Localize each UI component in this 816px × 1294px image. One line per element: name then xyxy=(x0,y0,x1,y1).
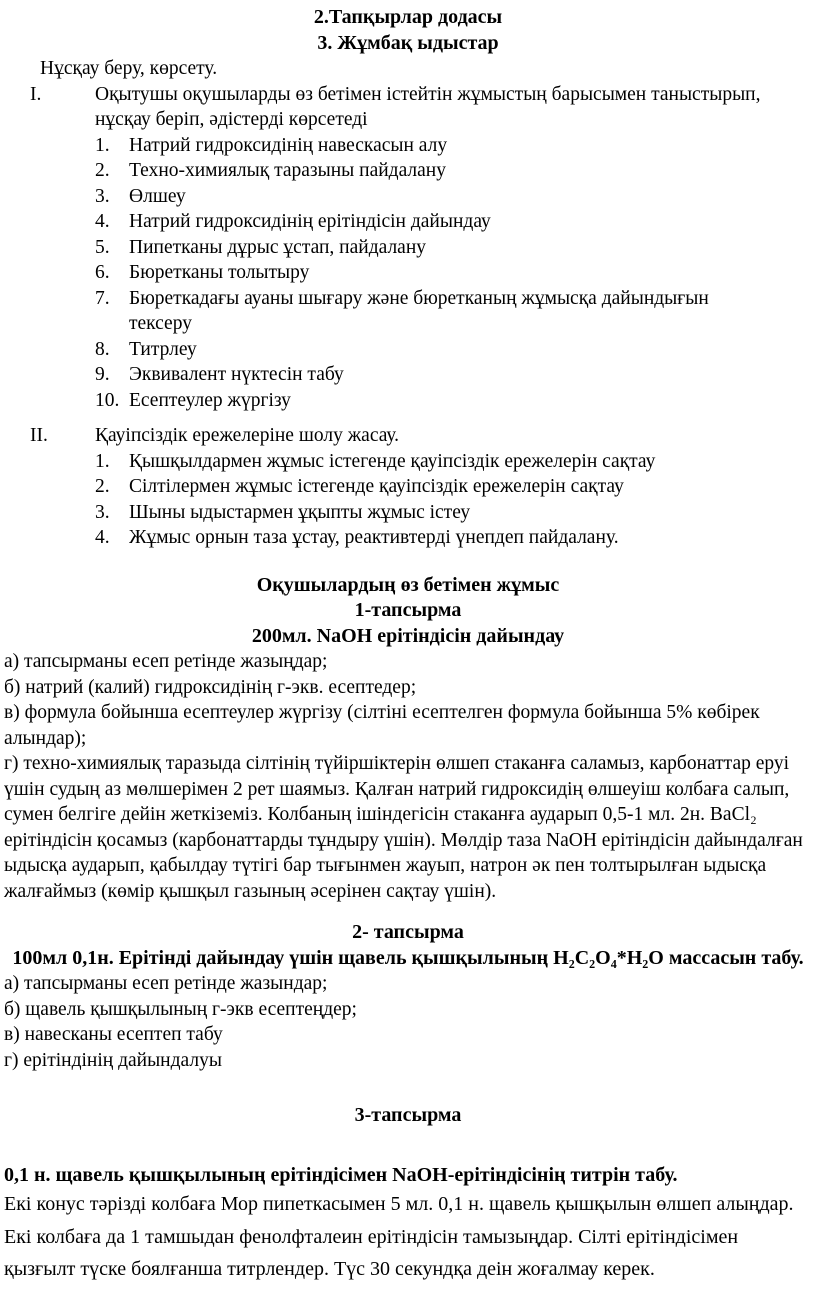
list-item-text: Өлшеу xyxy=(129,185,186,207)
task3-paragraph: Екі конус тәрізді колбаға Мор пипеткасымен 5 мл. 0,1 н. щавель қышқылын өлшеп алыңдар. Екі колбаға да 1 тамшыдан фенолфталеин ерітіндісін тамызыңдар. Сілті ерітіндісімен қызғылт түске боялғанша титрлендер. Түс 30 секундқа деін жоғалмау керек. xyxy=(4,1193,794,1280)
list-item-number: 8. xyxy=(95,338,110,360)
section-1-list xyxy=(95,133,812,414)
list-item-number: 10. xyxy=(95,389,120,411)
task3-title: 3-тапсырма xyxy=(354,1104,462,1126)
list-item xyxy=(95,525,812,551)
list-item-number: 4. xyxy=(95,527,110,548)
list-item-number: 9. xyxy=(95,364,110,385)
list-item-text: Натрий гидроксидінің ерітіндісін дайындау xyxy=(129,211,491,232)
list-item-text: Титрлеу xyxy=(129,338,197,360)
task2-subtitle: 100мл 0,1н. Ерітінді дайындау үшін щавель қышқылының H₂C₂O₄*H₂O массасын табу. xyxy=(12,946,804,969)
section-2-heading: Қауіпсіздік ережелеріне шолу жасау. xyxy=(95,425,400,446)
list-item xyxy=(95,388,812,414)
task2-paragraph-g: г) ерітіндінің дайындалуы xyxy=(4,1049,222,1071)
list-item-number: 2. xyxy=(95,476,110,497)
list-item-text: Эквивалент нүктесін табу xyxy=(129,364,344,385)
list-item xyxy=(95,286,812,337)
student-work-heading: Оқушылардың өз бетімен жұмыс xyxy=(256,573,560,596)
list-item xyxy=(95,133,812,159)
list-item xyxy=(95,235,812,261)
list-item-number: 3. xyxy=(95,501,110,523)
task1-paragraph-v: в) формула бойынша есептеулер жүргізу (сілтіні есептелген формула бойынша 5% көбірек алындар); xyxy=(4,702,760,749)
list-item xyxy=(95,337,812,363)
list-item-text: Бюретканы толытыру xyxy=(129,262,310,283)
list-item-text: Сілтілермен жұмыс істегенде қауіпсіздік ережелерін сақтау xyxy=(129,476,624,497)
list-item-number: 4. xyxy=(95,211,110,232)
section-1 xyxy=(4,82,812,133)
list-item-text: Қышқылдармен жұмыс істегенде қауіпсіздік ережелерін сақтау xyxy=(129,450,656,472)
list-item-text: Техно-химиялық таразыны пайдалану xyxy=(129,160,446,181)
task2-paragraph-a: а) тапсырманы есеп ретінде жазындар; xyxy=(4,973,328,994)
task1-paragraph-a: а) тапсырманы есеп ретінде жазыңдар; xyxy=(4,651,328,672)
task2-title: 2- тапсырма xyxy=(352,921,464,943)
list-item xyxy=(95,158,812,184)
task3-bold-line: 0,1 н. щавель қышқылының ерітіндісімен NaOH-ерітіндісінің титрін табу. xyxy=(4,1163,678,1186)
document-title-line-2: 3. Жұмбақ ыдыстар xyxy=(317,31,499,54)
list-item-text: Натрий гидроксидінің навескасын алу xyxy=(129,134,448,156)
list-item-text: Есептеулер жүргізу xyxy=(129,389,291,411)
task2-paragraph-b: б) щавель қышқылының г-экв есептеңдер; xyxy=(4,998,357,1020)
task1-subtitle: 200мл. NaOH ерітіндісін дайындау xyxy=(251,624,565,647)
list-item-text: Бюреткадағы ауаны шығару және бюретканың жұмысқа дайындығын тексеру xyxy=(129,287,709,334)
list-item-text: Пипетканы дұрыс ұстап, пайдалану xyxy=(129,236,427,258)
list-item xyxy=(95,474,812,500)
list-item xyxy=(95,362,812,388)
list-item xyxy=(95,449,812,475)
intro-line: Нұсқау беру, көрсету. xyxy=(40,58,218,79)
list-item xyxy=(95,184,812,210)
list-item-number: 1. xyxy=(95,450,110,472)
section-1-numeral: I. xyxy=(30,83,42,105)
list-item-number: 2. xyxy=(95,160,110,181)
list-item-text: Шыны ыдыстармен ұқыпты жұмыс істеу xyxy=(129,501,471,523)
list-item xyxy=(95,209,812,235)
document-title-line-1: 2.Тапқырлар додасы xyxy=(313,6,503,28)
list-item-number: 6. xyxy=(95,262,110,283)
list-item-text: Жұмыс орнын таза ұстау, реактивтерді үнепдеп пайдалану. xyxy=(129,527,619,548)
list-item-number: 3. xyxy=(95,185,110,207)
list-item-number: 1. xyxy=(95,134,110,156)
section-2-numeral: II. xyxy=(30,425,48,446)
list-item-number: 5. xyxy=(95,236,110,258)
list-item xyxy=(95,500,812,526)
list-item-number: 7. xyxy=(95,287,110,309)
section-1-heading: Оқытушы оқушыларды өз бетімен істейтін жұмыстың барысымен таныстырып, нұсқау беріп, әдістерді көрсетеді xyxy=(95,83,761,130)
section-2-list xyxy=(95,449,812,551)
list-item xyxy=(95,260,812,286)
task1-paragraph-g: г) техно-химиялық таразыда сілтінің түйіршіктерін өлшеп стаканға саламыз, карбонаттар еруі үшін судың аз мөлшерімен 2 рет шаямыз. Қалған натрий гидроксидің өлшеуіш колбаға салып, сумен белгіге дейін жеткіземіз. Колбаның ішіндегісін стаканға аударып 0,5-1 мл. 2н. BaCl₂ ерітіндісін қосамыз (карбонаттарды тұндыру үшін). Мөлдір таза NaOH ерітіндісін дайындалған ыдысқа аударып, қабылдау түтігі бар тығынмен жауып, натрон әк пен толтырылған ыдысқа жалғаймыз (көмір қышқыл газының әсерінен сақтау үшін). xyxy=(4,753,803,902)
task1-title: 1-тапсырма xyxy=(354,599,462,621)
task2-paragraph-v: в) навесканы есептеп табу xyxy=(4,1024,223,1045)
task1-paragraph-b: б) натрий (калий) гидроксидінің г-экв. есептедер; xyxy=(4,676,417,698)
section-2 xyxy=(4,423,812,449)
